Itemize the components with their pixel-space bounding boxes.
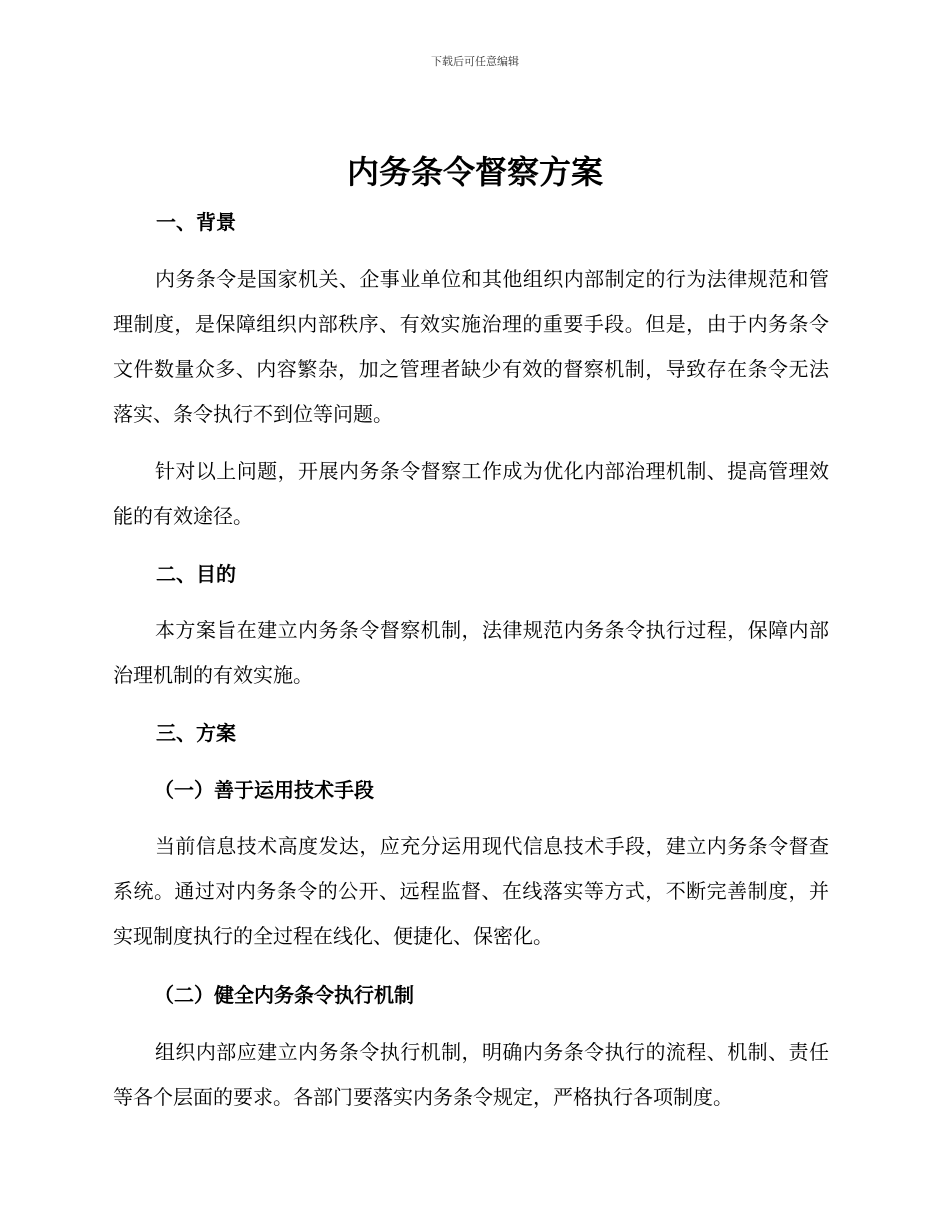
technology-paragraph: 当前信息技术高度发达，应充分运用现代信息技术手段，建立内务条令督查系统。通过对内务条令的公开、远程监督、在线落实等方式，不断完善制度，并实现制度执行的全过程在线化、便捷化、保密化。 xyxy=(113,834,829,948)
section-heading-purpose: 二、目的 xyxy=(156,562,236,586)
purpose-paragraph: 本方案旨在建立内务条令督察机制，法律规范内务条令执行过程，保障内部治理机制的有效实施。 xyxy=(113,618,829,687)
subsection-heading-execution: （二）健全内务条令执行机制 xyxy=(154,983,414,1007)
execution-paragraph: 组织内部应建立内务条令执行机制，明确内务条令执行的流程、机制、责任等各个层面的要求。各部门要落实内务条令规定，严格执行各项制度。 xyxy=(113,1040,829,1109)
section-heading-background: 一、背景 xyxy=(156,210,236,234)
page-header-note: 下载后可任意编辑 xyxy=(431,55,519,68)
background-paragraph-2: 针对以上问题，开展内务条令督察工作成为优化内部治理机制、提高管理效能的有效途径。 xyxy=(113,459,829,528)
document-title: 内务条令督察方案 xyxy=(346,153,603,191)
section-heading-plan: 三、方案 xyxy=(156,721,236,745)
subsection-heading-technology: （一）善于运用技术手段 xyxy=(154,778,374,802)
background-paragraph-1: 内务条令是国家机关、企事业单位和其他组织内部制定的行为法律规范和管理制度，是保障组织内部秩序、有效实施治理的重要手段。但是，由于内务条令文件数量众多、内容繁杂，加之管理者缺少有效的督察机制，导致存在条令无法落实、条令执行不到位等问题。 xyxy=(113,267,829,426)
